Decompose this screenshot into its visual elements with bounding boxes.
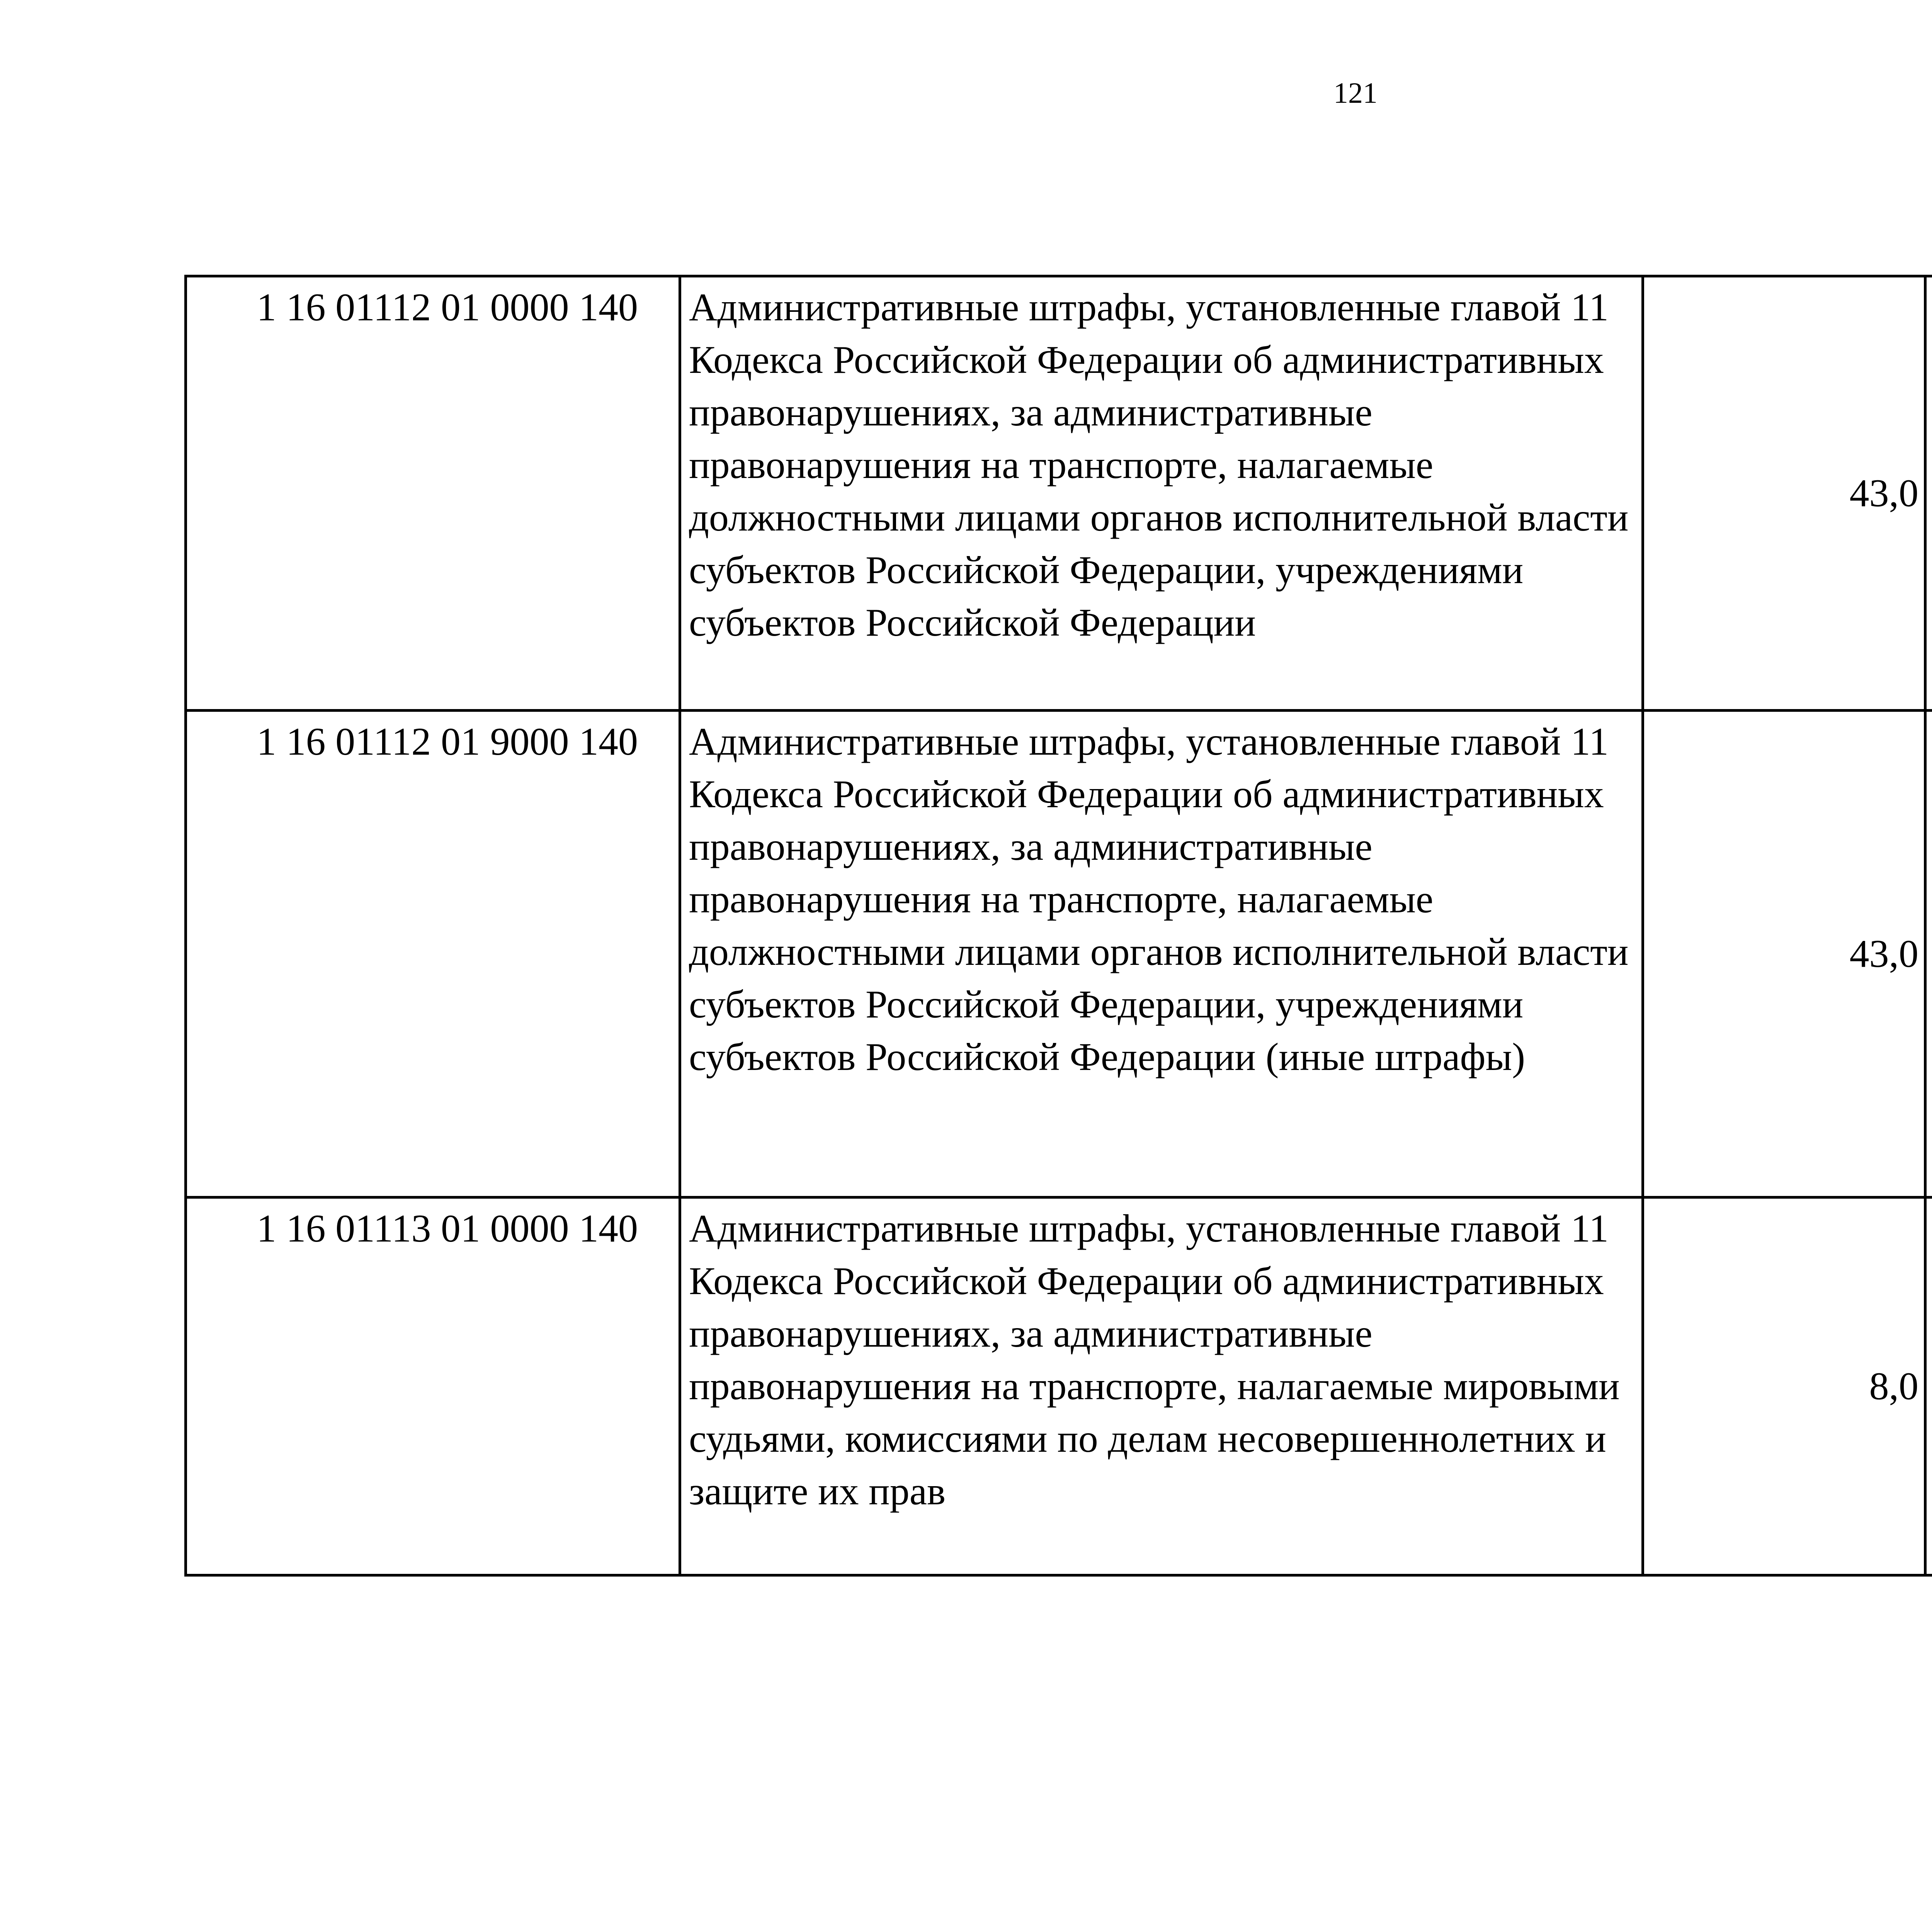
amount-cell-2: [1925, 276, 1932, 711]
table-row: [186, 276, 1932, 711]
budget-code-cell: 1 16 01112 01 9000 140: [186, 711, 680, 1197]
amount-cell-2: [1925, 711, 1932, 1197]
description-cell: Административные штрафы, установленные главой 11 Кодекса Российской Федерации об административных правонарушениях, за административные правонарушения на транспорте, налагаемые должностными лицами органов исполнительной власти субъектов Российской Федерации, учреждениями субъектов Российской Федерации: [680, 276, 1643, 711]
page-number: 121: [1333, 77, 1378, 109]
budget-code-cell: 1 16 01112 01 0000 140: [186, 276, 680, 711]
budget-revenue-table: [184, 275, 1932, 1577]
amount-cell-1: 8,0: [1643, 1197, 1925, 1575]
table-row: [186, 1197, 1932, 1575]
budget-code-cell: 1 16 01113 01 0000 140: [186, 1197, 680, 1575]
amount-cell-1: 43,0: [1643, 276, 1925, 711]
amount-cell-2: [1925, 1197, 1932, 1575]
description-cell: Административные штрафы, установленные главой 11 Кодекса Российской Федерации об административных правонарушениях, за административные правонарушения на транспорте, налагаемые должностными лицами органов исполнительной власти субъектов Российской Федерации, учреждениями субъектов Российской Федерации (иные штрафы): [680, 711, 1643, 1197]
description-cell: Административные штрафы, установленные главой 11 Кодекса Российской Федерации об административных правонарушениях, за административные правонарушения на транспорте, налагаемые мировыми судьями, комиссиями по делам несовершеннолетних и защите их прав: [680, 1197, 1643, 1575]
amount-cell-1: 43,0: [1643, 711, 1925, 1197]
table-row: [186, 711, 1932, 1197]
